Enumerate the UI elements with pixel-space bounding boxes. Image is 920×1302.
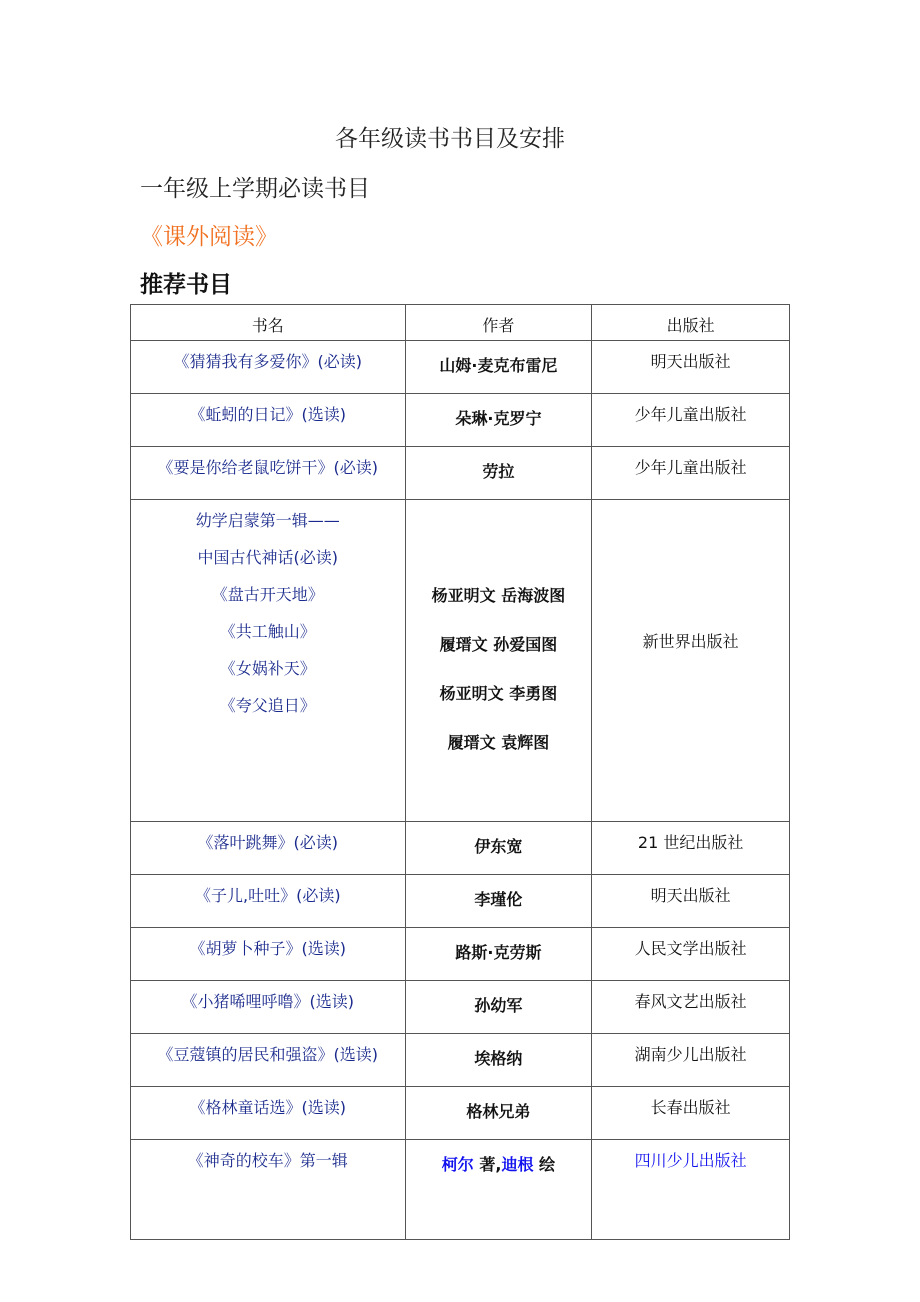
series-author: 履瑨文 孙爱国图 (439, 634, 558, 654)
series-line: 《共工触山》 (219, 622, 316, 641)
author-cell: 格林兄弟 (405, 1087, 592, 1140)
table-row (131, 1087, 790, 1140)
header-author: 作者 (405, 305, 592, 341)
book-cell: 《格林童话选》(选读) (131, 1087, 406, 1140)
author-cell: 孙幼军 (405, 981, 592, 1034)
book-cell: 《豆蔻镇的居民和强盗》(选读) (131, 1034, 406, 1087)
series-author: 杨亚明文 岳海波图 (431, 585, 566, 605)
table-row (131, 981, 790, 1034)
publisher-cell: 人民文学出版社 (592, 928, 790, 981)
series-publisher: 新世界出版社 (592, 500, 790, 822)
author-cell: 李瑾伦 (405, 875, 592, 928)
series-author-cell (405, 500, 592, 822)
author-cell: 劳拉 (405, 447, 592, 500)
series-line: 《女娲补天》 (219, 659, 316, 678)
publisher-cell: 明天出版社 (592, 875, 790, 928)
series-author: 履瑨文 袁辉图 (447, 732, 550, 752)
series-line: 中国古代神话(必读) (197, 548, 339, 567)
author-cell: 埃格纳 (405, 1034, 592, 1087)
book-cell: 《猜猜我有多爱你》(必读) (131, 341, 406, 394)
book-cell: 《胡萝卜种子》(选读) (131, 928, 406, 981)
publisher-cell: 少年儿童出版社 (592, 394, 790, 447)
table-row-last (131, 1140, 790, 1240)
book-cell: 《落叶跳舞》(必读) (131, 822, 406, 875)
table-row (131, 341, 790, 394)
table-row-series (131, 500, 790, 822)
subtitle: 一年级上学期必读书目 (140, 176, 370, 202)
table-row (131, 1034, 790, 1087)
table-row (131, 822, 790, 875)
series-line: 《盘古开天地》 (211, 585, 324, 604)
series-line: 幼学启蒙第一辑—— (195, 511, 340, 530)
publisher-cell: 21 世纪出版社 (592, 822, 790, 875)
book-cell: 《神奇的校车》第一辑 (131, 1140, 406, 1240)
publisher-cell: 湖南少儿出版社 (592, 1034, 790, 1087)
author-cell: 朵琳·克罗宁 (405, 394, 592, 447)
publisher-cell: 少年儿童出版社 (592, 447, 790, 500)
book-cell: 《小猪唏哩呼噜》(选读) (131, 981, 406, 1034)
author-role: 著, (473, 1155, 502, 1174)
page-title: 各年级读书书目及安排 (335, 126, 565, 152)
book-cell: 《子儿,吐吐》(必读) (131, 875, 406, 928)
table-header (131, 305, 790, 341)
recommend-heading: 推荐书目 (140, 272, 232, 298)
illustrator-role: 绘 (533, 1155, 556, 1174)
table-row (131, 928, 790, 981)
series-book-cell (131, 500, 406, 822)
publisher-cell: 春风文艺出版社 (592, 981, 790, 1034)
illustrator-name: 迪根 (501, 1155, 534, 1174)
book-cell: 《蚯蚓的日记》(选读) (131, 394, 406, 447)
author-cell: 山姆·麦克布雷尼 (405, 341, 592, 394)
table-row (131, 447, 790, 500)
series-line: 《夸父追日》 (219, 696, 316, 715)
author-name: 柯尔 (441, 1155, 474, 1174)
author-cell (405, 1140, 592, 1240)
publisher-cell: 四川少儿出版社 (592, 1140, 790, 1240)
header-publisher: 出版社 (592, 305, 790, 341)
publisher-cell: 长春出版社 (592, 1087, 790, 1140)
header-book: 书名 (131, 305, 406, 341)
series-author: 杨亚明文 李勇图 (439, 683, 558, 703)
book-table (130, 304, 790, 1240)
author-cell: 伊东宽 (405, 822, 592, 875)
publisher-cell: 明天出版社 (592, 341, 790, 394)
table-row (131, 875, 790, 928)
table-row (131, 394, 790, 447)
book-cell: 《要是你给老鼠吃饼干》(必读) (131, 447, 406, 500)
author-cell: 路斯·克劳斯 (405, 928, 592, 981)
section-title: 《课外阅读》 (140, 224, 278, 250)
